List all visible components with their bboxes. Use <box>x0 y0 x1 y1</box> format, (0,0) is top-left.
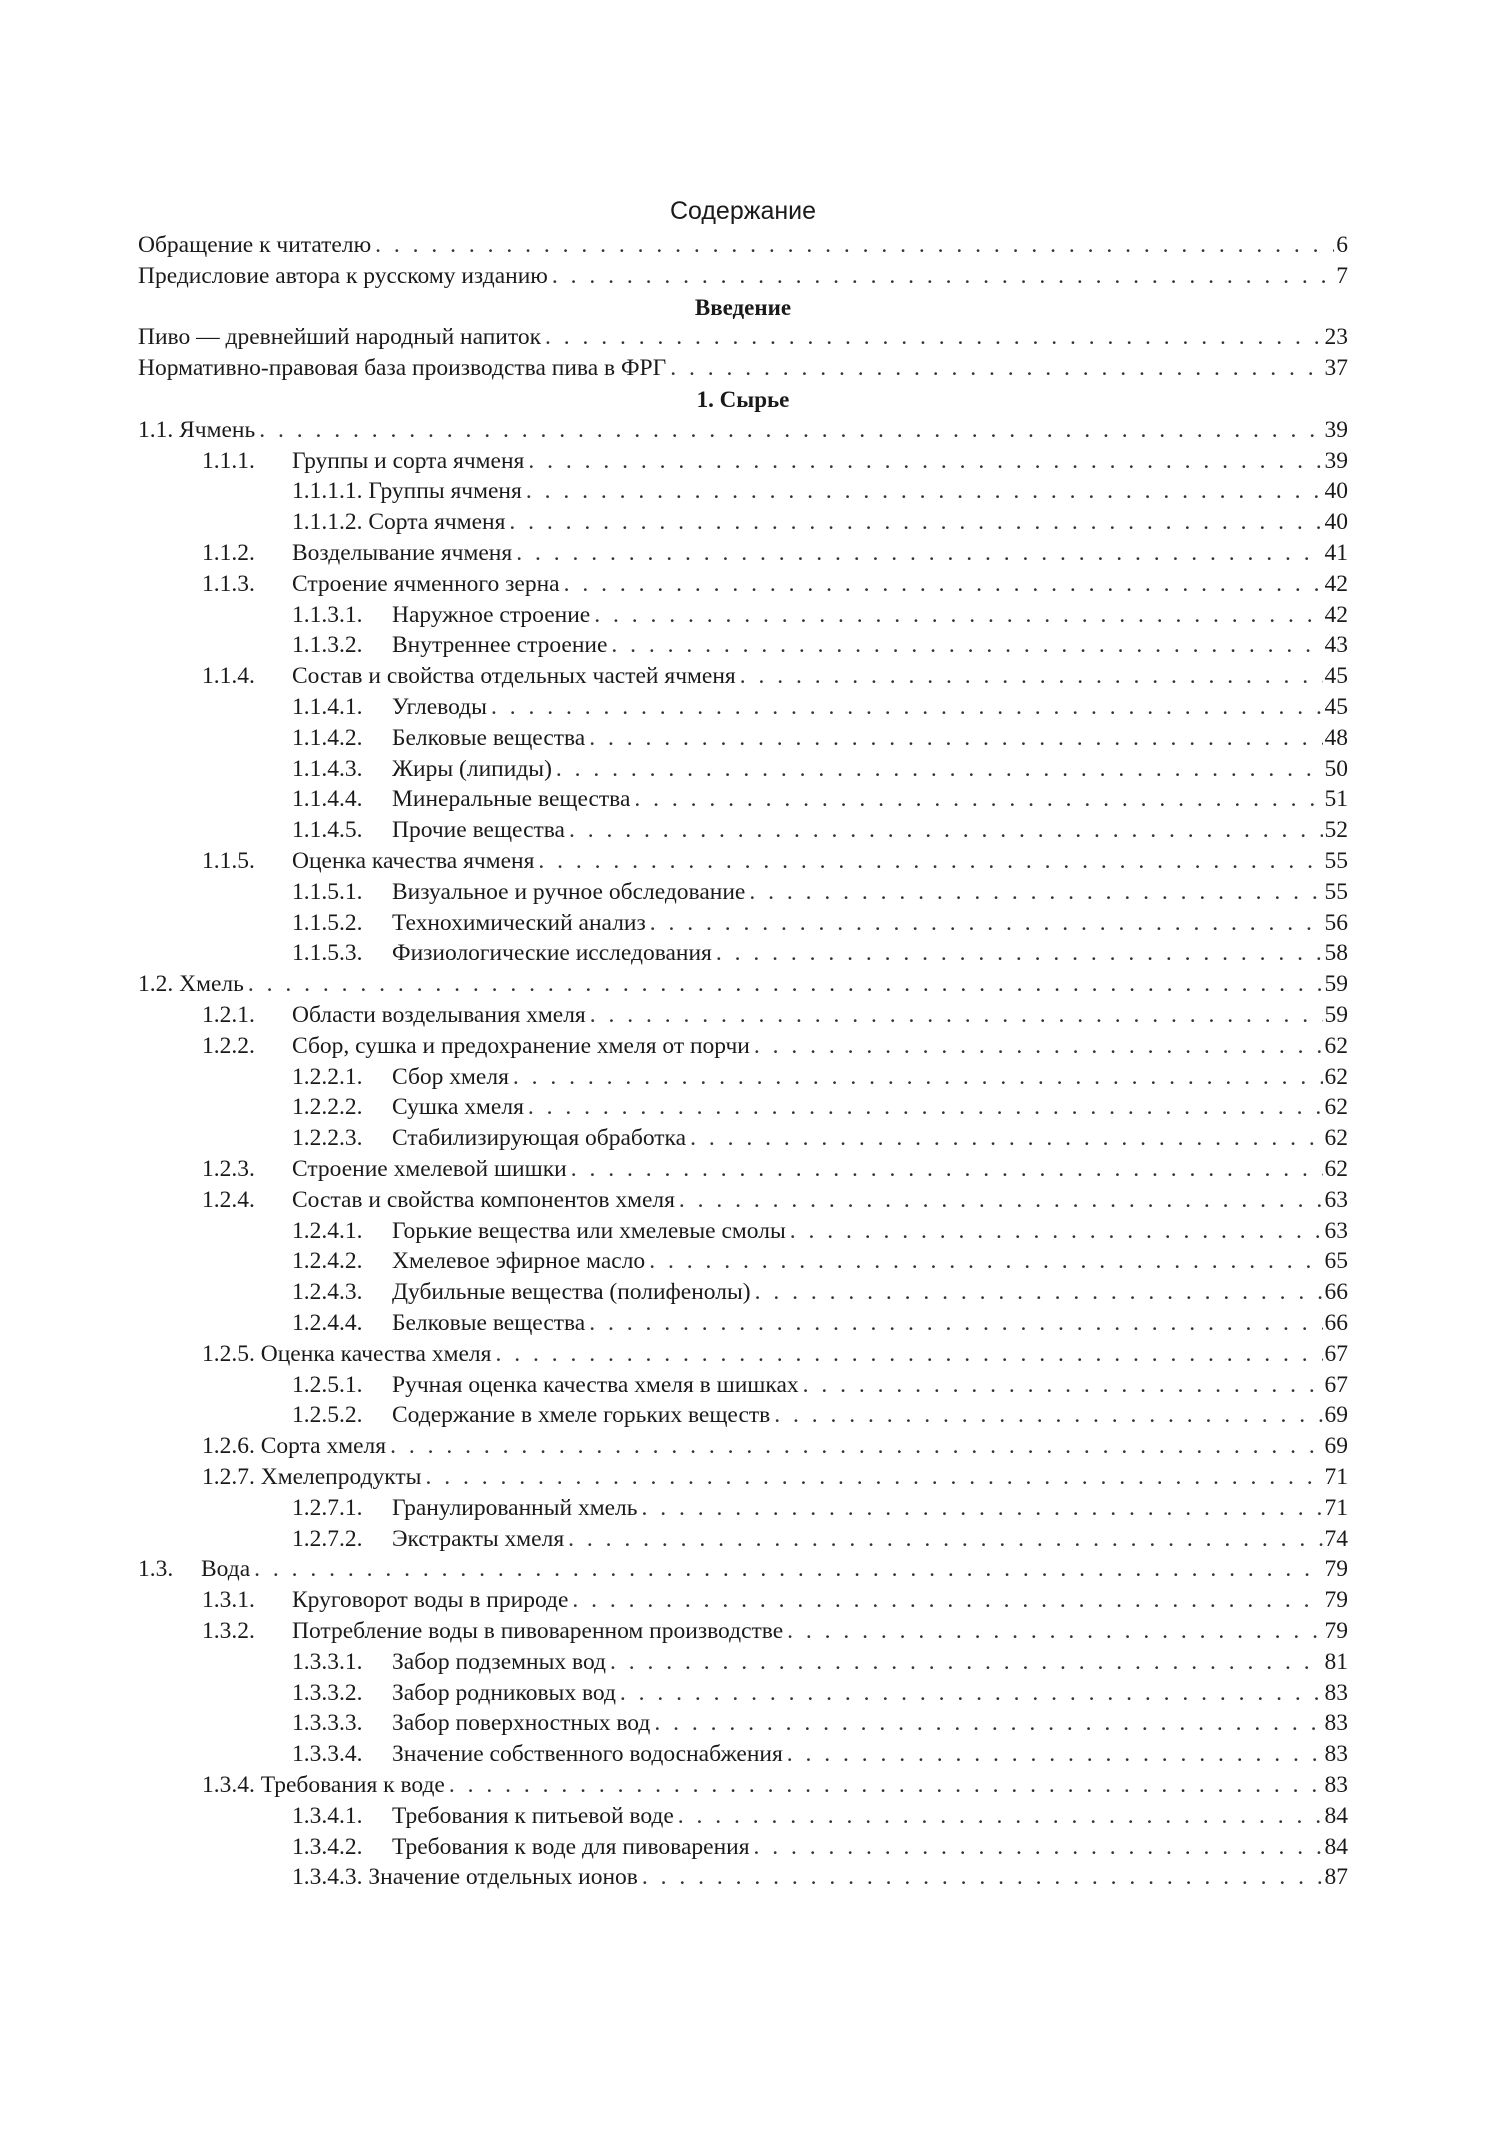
toc-entry-number: 1.1.5.3. <box>292 940 363 967</box>
toc-dot-leader <box>754 1832 1323 1863</box>
toc-page-number: 39 <box>1324 416 1348 443</box>
toc-entry[interactable] <box>138 415 1348 446</box>
toc-page-number: 81 <box>1324 1648 1348 1675</box>
toc-entry[interactable] <box>292 1216 1348 1247</box>
toc-dot-leader <box>774 1400 1322 1431</box>
toc-entry-number: 1.1.3.1. <box>292 601 363 628</box>
toc-entry[interactable] <box>292 815 1348 846</box>
toc-entry-title: Технохимический анализ <box>392 909 646 936</box>
toc-dot-leader <box>650 908 1323 939</box>
toc-entry[interactable] <box>292 1739 1348 1770</box>
toc-entry-number: 1.2.2.1. <box>292 1063 363 1090</box>
toc-page-number: 83 <box>1324 1679 1348 1706</box>
toc-page-number: 43 <box>1324 632 1348 659</box>
toc-page-number: 84 <box>1324 1833 1348 1860</box>
toc-page-number: 58 <box>1324 940 1348 967</box>
toc-page-number: 66 <box>1324 1279 1348 1306</box>
toc-page-number: 52 <box>1324 817 1348 844</box>
toc-dot-leader <box>620 1678 1323 1709</box>
toc-dot-leader <box>787 1739 1323 1770</box>
toc-dot-leader <box>528 1092 1323 1123</box>
toc-page-number: 71 <box>1324 1464 1348 1490</box>
toc-dot-leader <box>679 1185 1323 1216</box>
toc-entry-title: 1.2. Хмель <box>138 971 244 998</box>
toc-page-number: 37 <box>1324 355 1348 382</box>
toc-entry-title: Забор подземных вод <box>392 1648 606 1675</box>
toc-entry-title: Ручная оценка качества хмеля в шишках <box>392 1371 799 1398</box>
toc-entry-title: 1.2.5. Оценка качества хмеля <box>202 1340 492 1367</box>
toc-page-number: 87 <box>1324 1864 1348 1891</box>
toc-entry-title: Стабилизирующая обработка <box>392 1125 687 1152</box>
toc-entry-number: 1.3.4.2. <box>292 1833 363 1860</box>
toc-entry[interactable] <box>202 1000 1348 1031</box>
toc-page-number: 67 <box>1324 1340 1348 1367</box>
toc-entry-number: 1.1.3.2. <box>292 632 363 659</box>
toc-page-number: 71 <box>1324 1494 1348 1521</box>
toc-entry[interactable] <box>202 661 1348 692</box>
toc-page-number: 7 <box>1336 262 1348 289</box>
toc-entry-number: 1.2.2.3. <box>292 1125 363 1152</box>
toc-page-number: 45 <box>1324 663 1348 690</box>
toc-entry[interactable] <box>138 230 1348 261</box>
toc-entry-title: Вода <box>201 1556 251 1583</box>
toc-page-number: 65 <box>1324 1248 1348 1275</box>
toc-entry-title: Гранулированный хмель <box>392 1494 638 1521</box>
toc-dot-leader <box>254 1554 1322 1585</box>
toc-entry-number: 1.2.7.1. <box>292 1494 363 1521</box>
toc-entry-title: Требования к воде для пивоварения <box>392 1833 750 1860</box>
toc-entry-title: 1.1.1.1. Группы ячменя <box>292 478 522 505</box>
toc-entry-number: 1.1.4.4. <box>292 786 363 813</box>
toc-entry-number: 1.2.4. <box>202 1186 255 1213</box>
toc-entry-title: Забор родниковых вод <box>392 1679 616 1706</box>
toc-page-number: 50 <box>1324 755 1348 782</box>
toc-entry-number: 1.3.3.2. <box>292 1679 363 1706</box>
toc-entry[interactable] <box>202 446 1348 477</box>
toc-entry-number: 1.3.3.4. <box>292 1741 363 1768</box>
toc-entry[interactable] <box>292 476 1348 507</box>
toc-entry-title: Минеральные вещества <box>392 786 631 813</box>
toc-page-number: 62 <box>1324 1032 1348 1059</box>
toc-dot-leader <box>552 261 1334 292</box>
toc-entry[interactable] <box>292 723 1348 754</box>
toc-page-number: 83 <box>1324 1741 1348 1768</box>
toc-dot-leader <box>495 1339 1322 1370</box>
toc-entry-title: Состав и свойства отдельных частей ячменя <box>292 663 736 690</box>
toc-entry-title: Предисловие автора к русскому изданию <box>138 262 548 289</box>
toc-dot-leader <box>449 1770 1323 1801</box>
toc-entry-number: 1.3.4.1. <box>292 1802 363 1829</box>
toc-entry-number: 1.2.5.1. <box>292 1371 363 1398</box>
toc-dot-leader <box>690 1123 1322 1154</box>
toc-page-number: 48 <box>1324 724 1348 751</box>
toc-entry-title: Пиво — древнейший народный напиток <box>138 324 541 351</box>
toc-dot-leader <box>589 723 1322 754</box>
toc-dot-leader <box>538 846 1322 877</box>
toc-entry-number: 1.3. <box>138 1556 174 1583</box>
toc-entry-title: Физиологические исследования <box>392 940 712 967</box>
toc-entry[interactable] <box>292 784 1348 815</box>
toc-dot-leader <box>654 1708 1322 1739</box>
toc-entry[interactable] <box>292 630 1348 661</box>
toc-page-number: 42 <box>1324 601 1348 628</box>
toc-dot-leader <box>545 322 1323 353</box>
toc-entry[interactable] <box>202 1154 1348 1185</box>
toc-entry-number: 1.3.3.1. <box>292 1648 363 1675</box>
toc-entry-number: 1.2.4.1. <box>292 1217 363 1244</box>
toc-entry[interactable] <box>138 261 1348 292</box>
toc-entry-title: Сбор, сушка и предохранение хмеля от порчи <box>292 1032 750 1059</box>
toc-dot-leader <box>790 1216 1323 1247</box>
toc-entry-number: 1.1.5.1. <box>292 878 363 905</box>
toc-page-number: 62 <box>1324 1125 1348 1152</box>
toc-page-number: 62 <box>1324 1094 1348 1121</box>
toc-page-number: 83 <box>1324 1772 1348 1798</box>
toc-dot-leader <box>568 1524 1322 1555</box>
toc-entry-title: Сушка хмеля <box>392 1094 524 1121</box>
toc-page-number: 40 <box>1324 509 1348 536</box>
toc-dot-leader <box>589 1308 1322 1339</box>
toc-dot-leader <box>390 1431 1322 1462</box>
toc-dot-leader <box>590 1000 1323 1031</box>
toc-dot-leader <box>569 815 1323 846</box>
toc-page-number: 23 <box>1324 324 1348 351</box>
toc-page-number: 59 <box>1324 1002 1348 1028</box>
toc-entry[interactable] <box>292 1678 1348 1709</box>
toc-entry[interactable] <box>292 1062 1348 1093</box>
toc-page-number: 79 <box>1324 1556 1348 1583</box>
toc-entry[interactable] <box>292 1708 1348 1739</box>
toc-dot-leader <box>649 1246 1322 1277</box>
toc-dot-leader <box>556 754 1323 785</box>
toc-page-number: 55 <box>1324 878 1348 905</box>
toc-entry-title: Горькие вещества или хмелевые смолы <box>392 1217 786 1244</box>
toc-entry[interactable] <box>292 1308 1348 1339</box>
toc-entry-number: 1.1.3. <box>202 570 255 597</box>
toc-entry[interactable] <box>138 1554 1348 1585</box>
toc-entry[interactable] <box>292 1246 1348 1277</box>
toc-entry-number: 1.3.3.3. <box>292 1710 363 1737</box>
toc-page-number: 6 <box>1336 232 1348 258</box>
toc-entry[interactable] <box>292 754 1348 785</box>
toc-entry-title: Области возделывания хмеля <box>292 1002 586 1028</box>
toc-dot-leader <box>259 415 1322 446</box>
toc-entry-title: Круговорот воды в природе <box>292 1587 569 1614</box>
toc-entry-title: Группы и сорта ячменя <box>292 447 525 474</box>
toc-entry-title: 1.2.7. Хмелепродукты <box>202 1464 422 1490</box>
toc-entry-number: 1.2.1. <box>202 1002 255 1028</box>
toc-title: Содержание <box>669 197 817 225</box>
toc-dot-leader <box>571 1154 1323 1185</box>
toc-entry[interactable] <box>292 1123 1348 1154</box>
toc-entry-title: 1.2.6. Сорта хмеля <box>202 1433 387 1460</box>
toc-entry-title: Значение собственного водоснабжения <box>392 1741 783 1768</box>
toc-page-number: 39 <box>1324 447 1348 474</box>
toc-entry-title: Строение ячменного зерна <box>292 570 560 597</box>
toc-page-number: 84 <box>1324 1802 1348 1829</box>
toc-entry-number: 1.2.4.3. <box>292 1279 363 1306</box>
toc-entry[interactable] <box>292 1493 1348 1524</box>
toc-entry[interactable] <box>292 1647 1348 1678</box>
toc-page-number: 55 <box>1324 848 1348 874</box>
toc-entry-number: 1.1.4. <box>202 663 255 690</box>
toc-dot-leader <box>803 1370 1323 1401</box>
toc-section-heading: Введение <box>694 294 792 320</box>
toc-dot-leader <box>528 446 1322 477</box>
toc-entry-number: 1.1.2. <box>202 540 255 566</box>
toc-entry-title: Экстракты хмеля <box>392 1525 565 1552</box>
toc-entry[interactable] <box>202 1431 1348 1462</box>
toc-entry-title: Требования к питьевой воде <box>392 1802 674 1829</box>
toc-entry[interactable] <box>202 1185 1348 1216</box>
toc-dot-leader <box>375 230 1334 261</box>
toc-entry-title: Белковые вещества <box>392 724 586 751</box>
toc-entry[interactable] <box>292 1277 1348 1308</box>
toc-entry-number: 1.1.4.5. <box>292 817 363 844</box>
toc-entry-title: 1.1.1.2. Сорта ячменя <box>292 509 506 536</box>
toc-dot-leader <box>740 661 1323 692</box>
toc-page-number: 79 <box>1324 1618 1348 1644</box>
toc-entry-title: Наружное строение <box>392 601 591 628</box>
toc-page-number: 40 <box>1324 478 1348 505</box>
toc-entry-number: 1.1.5.2. <box>292 909 363 936</box>
toc-entry-title: Содержание в хмеле горьких веществ <box>392 1402 771 1429</box>
toc-entry-title: Жиры (липиды) <box>392 755 552 782</box>
toc-entry-title: Обращение к читателю <box>138 232 372 258</box>
toc-entry[interactable] <box>202 569 1348 600</box>
toc-entry-number: 1.2.4.2. <box>292 1248 363 1275</box>
toc-dot-leader <box>509 507 1322 538</box>
toc-dot-leader <box>610 1647 1323 1678</box>
toc-entry[interactable] <box>138 969 1348 1000</box>
toc-dot-leader <box>516 538 1322 569</box>
toc-page-number: 63 <box>1324 1186 1348 1213</box>
toc-page-number: 41 <box>1324 540 1348 566</box>
toc-dot-leader <box>634 784 1322 815</box>
toc-entry-title: Хмелевое эфирное масло <box>392 1248 646 1275</box>
toc-dot-leader <box>248 969 1323 1000</box>
toc-dot-leader <box>755 1277 1323 1308</box>
toc-entry-title: 1.3.4.3. Значение отдельных ионов <box>292 1864 638 1891</box>
toc-page-number: 66 <box>1324 1310 1348 1336</box>
toc-dot-leader <box>491 692 1323 723</box>
toc-entry-title: Углеводы <box>392 694 487 720</box>
toc-entry-title: Строение хмелевой шишки <box>292 1156 567 1182</box>
toc-page-number: 69 <box>1324 1402 1348 1429</box>
toc-entry-title: Визуальное и ручное обследование <box>392 878 746 905</box>
toc-dot-leader <box>754 1031 1323 1062</box>
toc-entry[interactable] <box>202 1339 1348 1370</box>
toc-dot-leader <box>526 476 1323 507</box>
toc-entry[interactable] <box>292 507 1348 538</box>
toc-dot-leader <box>642 1862 1323 1893</box>
toc-dot-leader <box>678 1801 1323 1832</box>
toc-entry-number: 1.2.7.2. <box>292 1525 363 1552</box>
toc-entry[interactable] <box>202 1616 1348 1647</box>
toc-entry-number: 1.3.1. <box>202 1587 255 1614</box>
toc-entry-number: 1.3.2. <box>202 1618 255 1644</box>
toc-entry[interactable] <box>292 1092 1348 1123</box>
toc-entry-title: Внутреннее строение <box>392 632 608 659</box>
toc-page-number: 56 <box>1324 909 1348 936</box>
toc-dot-leader <box>611 630 1322 661</box>
toc-page-number: 45 <box>1324 694 1348 720</box>
toc-page-number: 79 <box>1324 1587 1348 1614</box>
toc-page-number: 83 <box>1324 1710 1348 1737</box>
toc-entry[interactable] <box>292 1862 1348 1893</box>
toc-entry-number: 1.2.4.4. <box>292 1310 363 1336</box>
toc-entry-title: Дубильные вещества (полифенолы) <box>392 1279 751 1306</box>
toc-dot-leader <box>787 1616 1322 1647</box>
toc-entry-number: 1.1.4.3. <box>292 755 363 782</box>
toc-page-number: 67 <box>1324 1371 1348 1398</box>
toc-entry[interactable] <box>202 1031 1348 1062</box>
toc-dot-leader <box>572 1585 1322 1616</box>
toc-entry-title: Нормативно-правовая база производства пива в ФРГ <box>138 355 667 382</box>
toc-entry[interactable] <box>292 692 1348 723</box>
toc-entry-title: Забор поверхностных вод <box>392 1710 651 1737</box>
toc-entry[interactable] <box>202 846 1348 877</box>
toc-page-number: 59 <box>1324 971 1348 998</box>
toc-entry-number: 1.2.3. <box>202 1156 255 1182</box>
toc-entry-title: 1.1. Ячмень <box>138 416 256 443</box>
toc-entry[interactable] <box>292 938 1348 969</box>
toc-page-number: 69 <box>1324 1433 1348 1460</box>
toc-entry-title: Сбор хмеля <box>392 1063 509 1090</box>
toc-dot-leader <box>670 353 1322 384</box>
toc-page-number: 62 <box>1324 1156 1348 1182</box>
toc-entry-title: Прочие вещества <box>392 817 565 844</box>
toc-entry-number: 1.1.4.2. <box>292 724 363 751</box>
toc-dot-leader <box>425 1462 1322 1493</box>
toc-entry[interactable] <box>202 1462 1348 1493</box>
toc-entry-title: Состав и свойства компонентов хмеля <box>292 1186 675 1213</box>
toc-entry[interactable] <box>292 600 1348 631</box>
toc-entry[interactable] <box>292 877 1348 908</box>
toc-dot-leader <box>716 938 1323 969</box>
toc-dot-leader <box>749 877 1322 908</box>
toc-entry-title: 1.3.4. Требования к воде <box>202 1772 445 1798</box>
toc-dot-leader <box>513 1062 1323 1093</box>
toc-entry-title: Белковые вещества <box>392 1310 586 1336</box>
toc-entry-title: Потребление воды в пивоваренном производстве <box>292 1618 784 1644</box>
toc-entry[interactable] <box>138 322 1348 353</box>
toc-entry-number: 1.2.2. <box>202 1032 255 1059</box>
toc-entry[interactable] <box>292 1832 1348 1863</box>
toc-entry-number: 1.1.5. <box>202 848 255 874</box>
toc-entry-title: Оценка качества ячменя <box>292 848 535 874</box>
toc-entry[interactable] <box>292 1370 1348 1401</box>
toc-page-number: 51 <box>1324 786 1348 813</box>
toc-page-number: 42 <box>1324 570 1348 597</box>
toc-dot-leader <box>594 600 1322 631</box>
toc-entry[interactable] <box>202 1770 1348 1801</box>
toc-page-number: 74 <box>1324 1525 1348 1552</box>
toc-entry[interactable] <box>202 1585 1348 1616</box>
toc-entry[interactable] <box>292 1801 1348 1832</box>
toc-dot-leader <box>642 1493 1323 1524</box>
toc-page-number: 62 <box>1324 1063 1348 1090</box>
toc-entry[interactable] <box>202 538 1348 569</box>
toc-entry-title: Возделывание ячменя <box>292 540 513 566</box>
toc-entry-number: 1.1.4.1. <box>292 694 363 720</box>
toc-page-number: 63 <box>1324 1217 1348 1244</box>
toc-entry[interactable] <box>292 1524 1348 1555</box>
toc-entry-number: 1.2.5.2. <box>292 1402 363 1429</box>
toc-dot-leader <box>564 569 1323 600</box>
toc-entry[interactable] <box>292 908 1348 939</box>
toc-entry-number: 1.1.1. <box>202 447 255 474</box>
toc-entry[interactable] <box>292 1400 1348 1431</box>
toc-entry-number: 1.2.2.2. <box>292 1094 363 1121</box>
toc-entry[interactable] <box>138 353 1348 384</box>
toc-section-heading: 1. Сырье <box>696 387 790 412</box>
